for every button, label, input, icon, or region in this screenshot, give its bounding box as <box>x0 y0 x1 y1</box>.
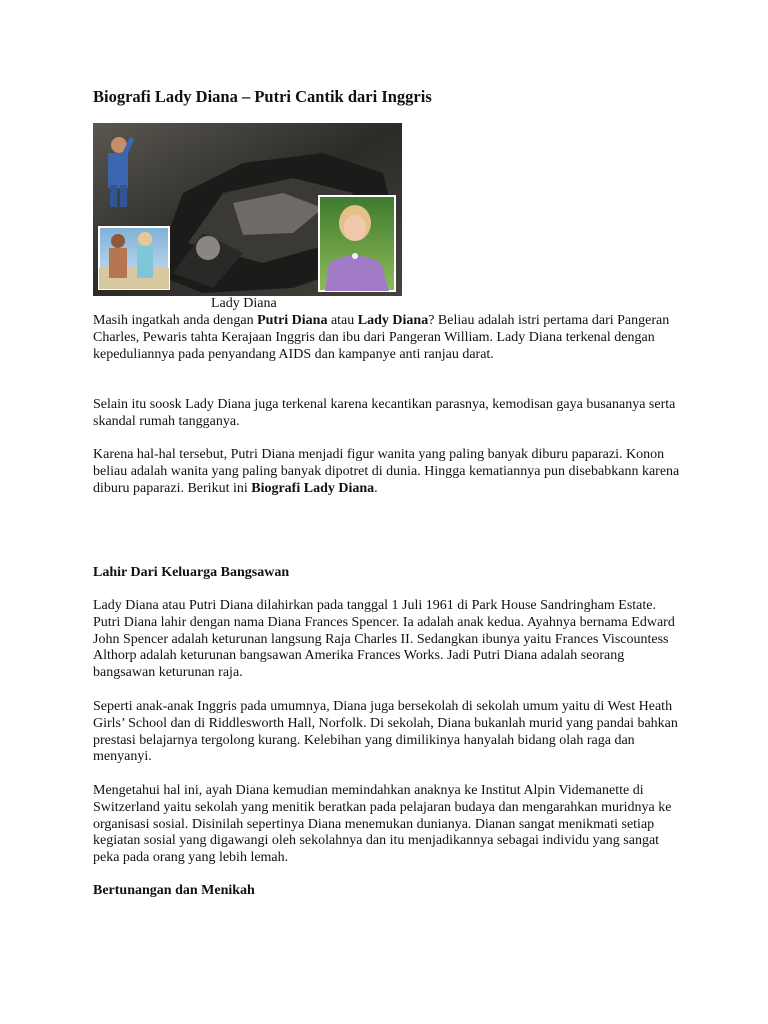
photo-caption: Lady Diana <box>211 296 277 311</box>
intro-paragraph-1: Masih ingatkah anda dengan Putri Diana atau Lady Diana? Beliau adalah istri pertama dari Pangeran Charles, Pewaris tahta Kerajaan Inggris dan ibu dari Pangeran William. Lady Diana terkenal dengan kepeduliannya pada penyandang AIDS dan kampanye anti ranjau darat. <box>93 313 670 362</box>
section1-paragraph-2: Seperti anak-anak Inggris pada umumnya, Diana juga bersekolah di sekolah umum yaitu di West Heath Girls’ School dan di Riddlesworth Hall, Norfolk. Di sekolah, Diana bukanlah murid yang pandai bahkan prestasi belajarnya tergolong kurang. Kelebihan yang dimilikinya hanyalah bidang olah raga dan menyanyi. <box>93 699 678 765</box>
section1-paragraph-3: Mengetahui hal ini, ayah Diana kemudian memindahkan anaknya ke Institut Alpin Videmanette di Switzerland yaitu sekolah yang menitik beratkan pada pelajaran budaya dan mengarahkan muridnya ke organisasi sosial. Disinilah sepertinya Diana menemukan dunianya. Dianan sangat menikmati setiap kegiatan sosial yang digawangi oleh sekolahnya dan itu menjadikannya sebagai individu yang sangat peka pada orang yang lebih lemah. <box>93 783 672 866</box>
intro-paragraph-3: Karena hal-hal tersebut, Putri Diana menjadi figur wanita yang paling banyak diburu paparazi. Konon beliau adalah wanita yang paling banyak dipotret di dunia. Hingga kematiannya pun disebabkann karena diburu paparazi. Berikut ini Biografi Lady Diana. <box>93 447 680 496</box>
photo-collage-image <box>93 123 402 296</box>
page-title: Biografi Lady Diana – Putri Cantik dari Inggris <box>93 87 432 106</box>
section-heading-born: Lahir Dari Keluarga Bangsawan <box>93 565 290 580</box>
section-heading-engaged: Bertunangan dan Menikah <box>93 883 255 898</box>
intro-paragraph-2: Selain itu soosk Lady Diana juga terkenal karena kecantikan parasnya, kemodisan gaya busananya serta skandal rumah tangganya. <box>93 397 676 429</box>
article-photo-collage <box>93 123 402 296</box>
section1-paragraph-1: Lady Diana atau Putri Diana dilahirkan pada tanggal 1 Juli 1961 di Park House Sandringham Estate. Putri Diana lahir dengan nama Diana Frances Spencer. Ia adalah anak kedua. Ayahnya bernama Edward John Spencer adalah keturunan langsung Raja Charles II. Sedangkan ibunya yaitu Frances Viscountess Althorp adalah keturunan bangsawan Amerika Frances Works. Jadi Putri Diana adalah seorang bangsawan keturunan raja. <box>93 598 675 681</box>
